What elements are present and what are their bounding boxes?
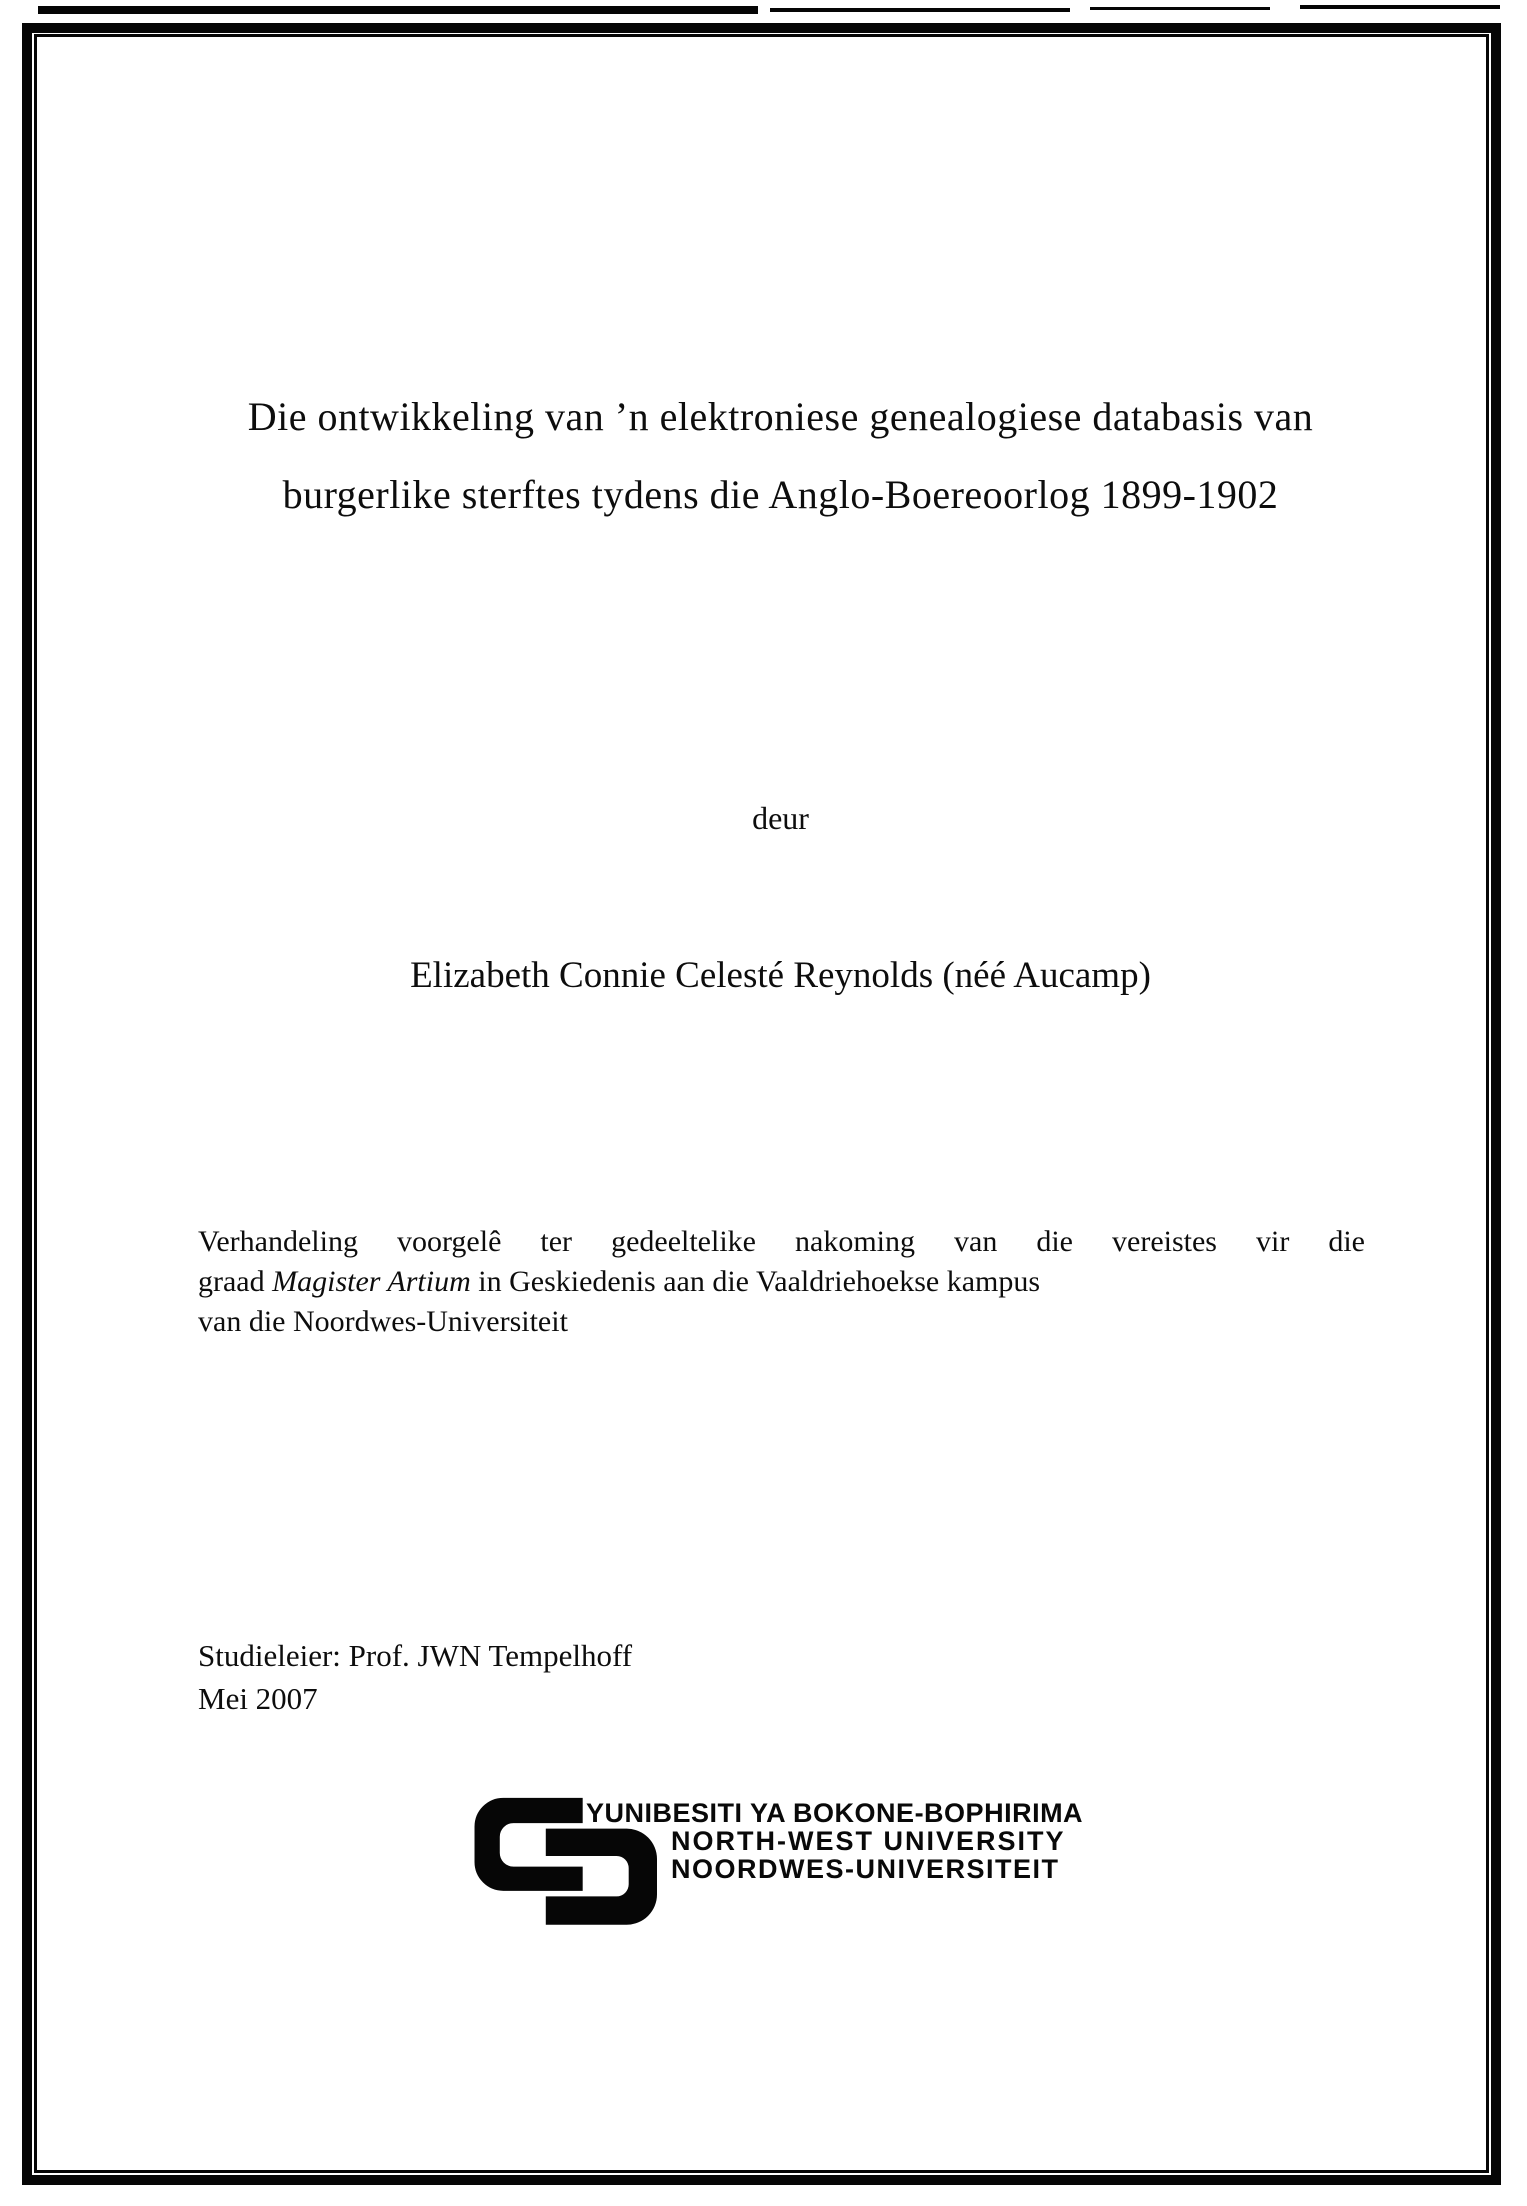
thesis-statement-line-2 xyxy=(198,1262,1365,1302)
thesis-statement-line-1: Verhandeling voorgelê ter gedeeltelike nakoming van die vereistes vir die xyxy=(198,1225,1365,1258)
thesis-statement-line-3: van die Noordwes-Universiteit xyxy=(198,1305,568,1338)
byline: deur xyxy=(752,800,809,836)
thesis-statement xyxy=(198,1222,1365,1342)
scan-artifact xyxy=(1300,5,1500,9)
degree-prefix: graad xyxy=(198,1265,273,1298)
university-logo xyxy=(473,1794,1173,1929)
supervisor-block xyxy=(198,1634,632,1720)
supervisor-line: Studieleier: Prof. JWN Tempelhoff xyxy=(198,1638,633,1673)
degree-suffix: in Geskiedenis aan die Vaaldriehoekse kampus xyxy=(470,1265,1041,1298)
logo-text-afrikaans: NOORDWES-UNIVERSITEIT xyxy=(671,1854,1060,1884)
scan-artifact xyxy=(38,6,758,14)
date-line: Mei 2007 xyxy=(198,1681,318,1716)
scan-artifact xyxy=(1090,7,1270,10)
degree-name: Magister Artium xyxy=(272,1265,471,1298)
thesis-title-line-2: burgerlike sterftes tydens die Anglo-Boereoorlog 1899-1902 xyxy=(282,472,1279,517)
scan-artifact xyxy=(770,8,1070,12)
author-name: Elizabeth Connie Celesté Reynolds (néé Aucamp) xyxy=(410,955,1151,996)
thesis-title-line-1: Die ontwikkeling van ’n elektroniese genealogiese databasis van xyxy=(247,394,1314,439)
logo-text-english: NORTH-WEST UNIVERSITY xyxy=(671,1826,1066,1856)
logo-text-setswana: YUNIBESITI YA BOKONE-BOPHIRIMA xyxy=(586,1798,1084,1828)
thesis-title xyxy=(198,378,1363,534)
